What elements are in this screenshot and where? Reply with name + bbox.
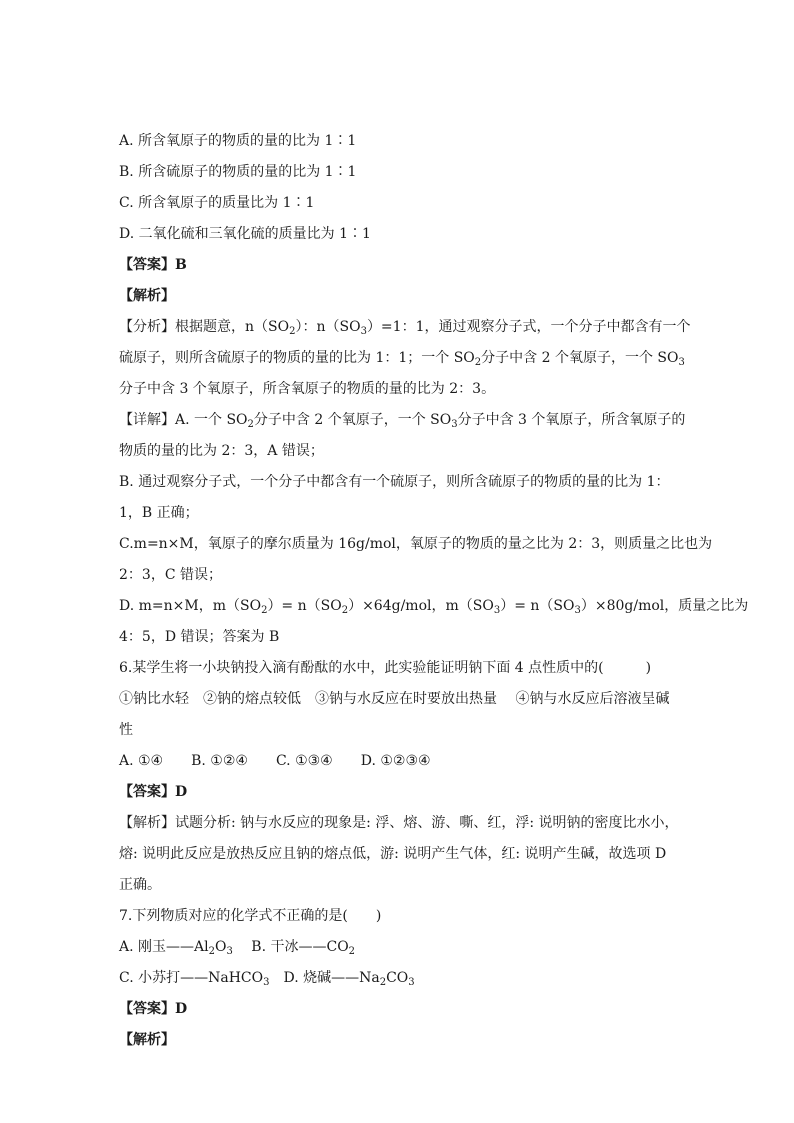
question-7-options-cd: C. 小苏打——NaHCO$_3$ D. 烧碱$——Na_2CO_3$ (119, 970, 415, 988)
analysis-line-1: 【分析】根据题意，$n(SO_2)$：$n(SO_3)=1$：1，通过观察分子式，一个分子中都含有一个 (119, 319, 691, 337)
question-7-options-ab: A. 刚玉$——Al_2O_3$ B. 干冰$——CO_2$ (119, 939, 356, 957)
analysis-line-3: 分子中含 3 个氧原子，所含氧原子的物质的量的比为 2：3。 (119, 381, 496, 397)
question-6-statements: ①钠比水轻 ②钠的熔点较低 ③钠与水反应在时要放出热量 ④钠与水反应后溶液呈碱 (119, 691, 670, 707)
detail-c-line-1: C.m=n×M，氧原子的摩尔质量为 16g/mol，氧原子的物质的量之比为 2：3，则质量之比也为 (119, 536, 713, 552)
option-c: C. 所含氧原子的质量比为 1∶1 (119, 195, 315, 211)
detail-b-line-2: 1，B 正确； (119, 505, 199, 521)
option-b: B. 所含硫原子的物质的量的比为 1∶1 (119, 164, 357, 180)
analysis-label: 【解析】 (119, 288, 175, 304)
analysis-6-line-3: 正确。 (119, 877, 161, 893)
analysis-line-2: 硫原子，则所含硫原子的物质的量的比为 1：1；一个 $SO_2$分子中含 2 个氧原子，一个 $SO_3$ (119, 350, 685, 368)
answer-label-7: 【答案】D (119, 1001, 188, 1017)
detail-b-line-1: B. 通过观察分子式，一个分子中都含有一个硫原子，则所含硫原子的物质的量的比为 1： (119, 474, 670, 490)
question-6-statements-cont: 性 (119, 722, 133, 738)
question-7: 7.下列物质对应的化学式不正确的是( ) (119, 908, 382, 924)
detail-line-1: 【详解】A. 一个 $SO_2$分子中含 2 个氧原子，一个 $SO_3$分子中含 3 个氧原子，所含氧原子的 (119, 412, 686, 430)
question-6-choices: A. ①④ B. ①②④ C. ①③④ D. ①②③④ (119, 753, 431, 769)
detail-d-line-1: D. m=n×M，$m(SO_2)= n(SO_2)\times 64g/mol$，$m(SO_3)= n(SO_3)\times 80g/mol$，质量之比为 (119, 598, 749, 616)
detail-c-line-2: 2：3，C 错误； (119, 567, 222, 583)
option-a: A. 所含氧原子的物质的量的比为 1∶1 (119, 133, 357, 149)
analysis-6-line-2: 熔: 说明此反应是放热反应且钠的熔点低，游: 说明产生气体，红: 说明产生碱，故选项 D (119, 846, 667, 862)
answer-label: 【答案】B (119, 257, 187, 273)
analysis-6-line-1: 【解析】试题分析: 钠与水反应的现象是: 浮、熔、游、嘶、红，浮: 说明钠的密度比水小， (119, 815, 679, 831)
detail-d-line-2: 4：5，D 错误；答案为 B (119, 629, 280, 645)
option-d: D. 二氧化硫和三氧化硫的质量比为 1∶1 (119, 226, 371, 242)
question-6: 6.某学生将一小块钠投入滴有酚酞的水中，此实验能证明钠下面 4 点性质中的( ) (119, 660, 652, 676)
detail-line-2: 物质的量的比为 2：3，A 错误； (119, 443, 324, 459)
answer-label-6: 【答案】D (119, 784, 188, 800)
analysis-label-7: 【解析】 (119, 1032, 175, 1048)
